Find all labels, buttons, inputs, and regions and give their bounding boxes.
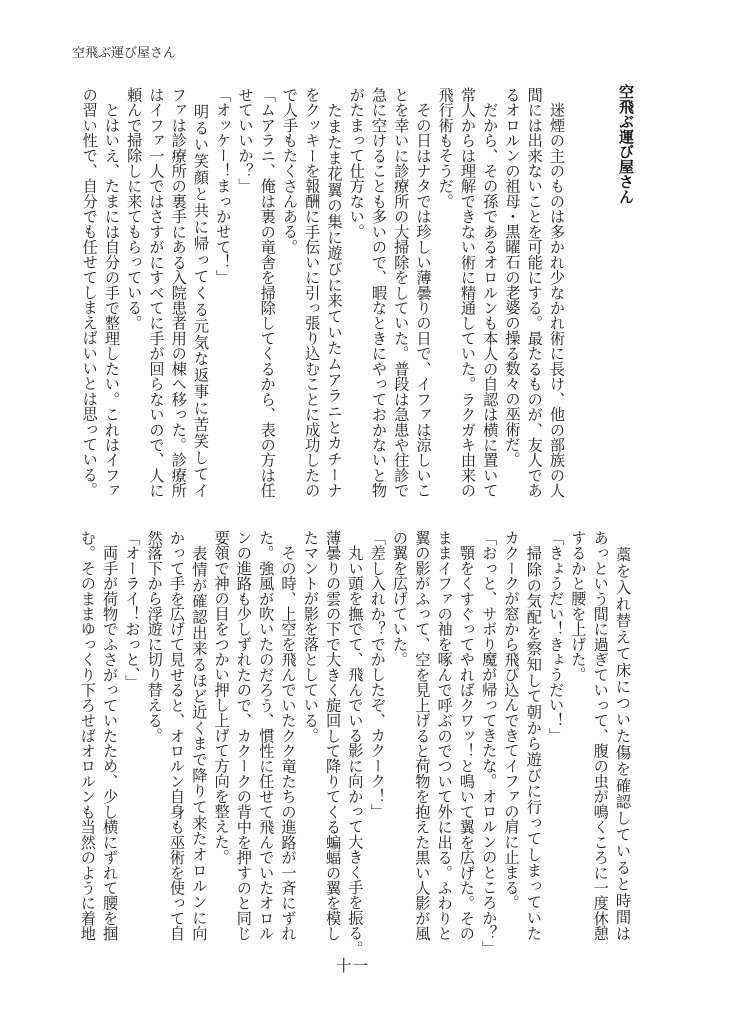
text-column: するかと腰を上げた。 — [569, 530, 588, 682]
text-column: 「おっと、サボり魔が帰ってきたな。オロルンのところか？」 — [480, 530, 499, 956]
text-column: をクッキーを報酬に手伝いに引っ張り込むことに成功したの — [303, 87, 322, 498]
text-column: せていいか？」 — [236, 87, 255, 194]
text-column: 迷煙の主のものは多かれ少なかれ術に長け、他の部族の人 — [548, 87, 566, 498]
text-column: とはいえ、たまには自分の手で整理したい。これはイファ — [103, 87, 121, 498]
text-column: 丸い頭を撫でて、飛んでいる影に向かって大きく手を振る。 — [346, 530, 365, 956]
text-column: るオロルンの祖母・黒曜石の老婆の操る数々の巫術だ。 — [503, 87, 522, 467]
text-column: ンの進路も少しずれたので、カクークの背中を押すのと同じ — [234, 530, 253, 941]
story-title: 空飛ぶ運び屋さん — [617, 84, 635, 204]
text-column: の翼を広げていた。 — [391, 530, 409, 667]
text-column: 常人からは理解できない術に精通していた。ラクガキ由来の — [459, 87, 477, 498]
text-column: ままイファの袖を啄んで呼ぶのでついて外に出る。ふわりと — [435, 530, 454, 941]
top-text-block — [0, 87, 730, 499]
text-column: た。強風が吹いたのだろう、慣性に任せて飛んでいたオロル — [257, 530, 276, 941]
text-column: 「オーライ！おっと、」 — [123, 530, 142, 690]
text-column: 急に空けることも多いので、暇なときにやっておかないと物 — [370, 87, 388, 498]
text-column: 間には出来ないことを可能にする。最たるものが、友人であ — [525, 87, 544, 498]
text-column: 明るい笑顔と共に帰ってくる元気な返事に苦笑してイ — [192, 87, 210, 498]
text-column: 両手が荷物でふさがっていたため、少し横にずれて腰を掴 — [101, 530, 120, 941]
text-column: 掃除の気配を察知して朝から遊びに行ってしまっていた — [524, 530, 543, 941]
text-column: 翼の影がふって、空を見上げると荷物を抱えた黒い人影が風 — [413, 530, 432, 941]
text-column: たマントが影を落としている。 — [301, 530, 320, 743]
text-column: の習い性で、自分でも任せてしまえばいいとは思っている。 — [80, 87, 99, 498]
bottom-text-block — [0, 530, 730, 956]
text-column: で人手もたくさんある。 — [281, 87, 299, 255]
text-column: 藁を入れ替えて床についた傷を確認していると時間は — [614, 530, 632, 941]
page-number: 十一 — [336, 957, 370, 975]
text-column: がたまって仕方ない。 — [347, 87, 366, 239]
text-column: その時、上空を飛んでいたクク竜たちの進路が一斉にずれ — [279, 530, 298, 941]
text-column: 飛行術もそうだ。 — [436, 87, 455, 209]
text-column: かって手を広げて見せると、オロルン自身も巫術を使って自 — [168, 530, 186, 941]
text-column: とを幸いに診療所の大掃除をしていた。普段は急患や往診で — [392, 87, 411, 498]
text-column: その日はナタでは珍しい薄曇りの日で、イファは涼しいこ — [414, 87, 433, 498]
text-column: カクークが窓から飛び込んできてイファの肩に止まる。 — [502, 530, 521, 910]
text-column: 顎をくすぐってやればクワッ！と鳴いて翼を広げた。その — [457, 530, 476, 941]
running-header-title: 空飛ぶ運び屋さん — [72, 46, 177, 61]
text-column: はイファ一人ではさすがにすべてに手が回らないので、人に — [147, 87, 166, 498]
text-column: 「ムアラニ、俺は裏の竜舎を掃除してくるから、表の方は任 — [258, 87, 277, 498]
text-column: 「オッケー！まっかせて！」 — [214, 87, 233, 285]
text-column: 然落下から浮遊に切り替える。 — [145, 530, 164, 743]
text-column: あっという間に過ぎていって、腹の虫が鳴くころに一度休憩 — [591, 530, 610, 941]
text-column: だから、その孫であるオロルンも本人の自認は横に置いて — [481, 87, 500, 498]
text-column: む。そのままゆっくり下ろせばオロルンも当然のように着地 — [78, 530, 97, 941]
text-column: 「きょうだい！きょうだい！」 — [547, 530, 566, 743]
text-column: たまたま花翼の集に遊びに来ていたムアラニとカチーナ — [325, 87, 344, 498]
text-column: ファは診療所の裏手にある入院患者用の棟へ移った。診療所 — [169, 87, 188, 498]
text-column: 表情が確認出来るほど近くまで降りて来たオロルンに向 — [190, 530, 209, 941]
text-column: 頼んで掃除しに来てもらっている。 — [125, 87, 144, 331]
text-column: 薄曇りの雲の下で大きく旋回して降りてくる蝙蝠の翼を模し — [324, 530, 343, 941]
text-column: 要領で神の目をつかい押し上げて方向を整えた。 — [212, 530, 231, 865]
text-column: 「差し入れか？でかしたぞ、カクーク！」 — [368, 530, 387, 819]
